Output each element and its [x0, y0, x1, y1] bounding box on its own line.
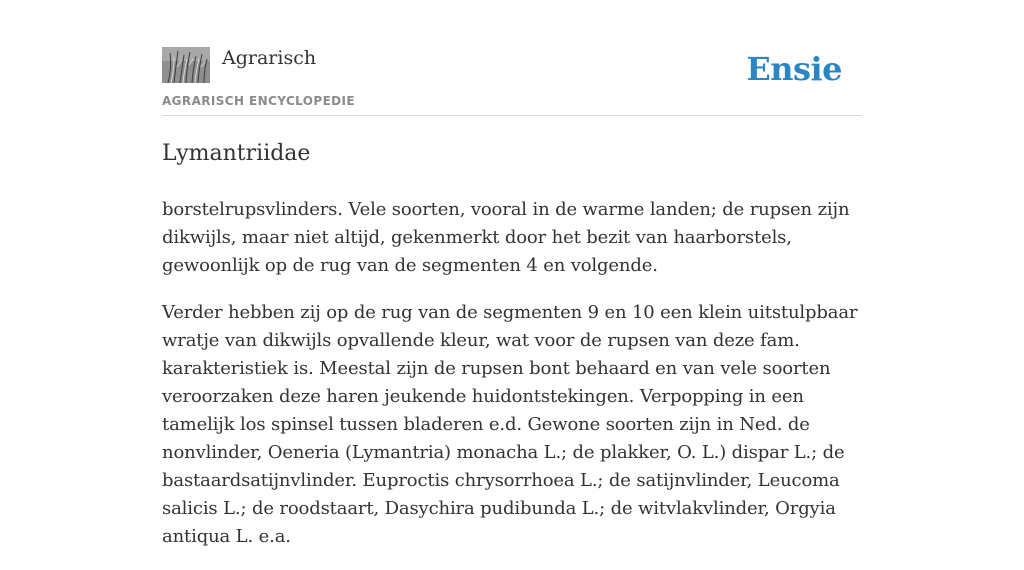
- site-subtitle: AGRARISCH ENCYCLOPEDIE: [162, 94, 355, 108]
- article: [162, 138, 872, 570]
- article-title: Lymantriidae: [162, 141, 311, 166]
- ensie-brand-link[interactable]: Ensie: [746, 50, 842, 88]
- article-paragraph: Verder hebben zij op de rug van de segmenten 9 en 10 een klein uitstulpbaar wratje van dikwijls opvallende kleur, wat voor de rupsen van deze fam. karakteristiek is. Meestal zijn de rupsen bont behaard en van vele soorten veroorzaken deze haren jeukende huidontstekingen. Verpopping in een tamelijk los spinsel tussen bladeren e.d. Gewone soorten zijn in Ned. de nonvlinder, Oeneria (Lymantria) monacha L.; de plakker, O. L.) dispar L.; de bastaardsatijnvlinder. Euproctis chrysorrhoea L.; de satijnvlinder, Leucoma salicis L.; de roodstaart, Dasychira pudibunda L.; de witvlakvlinder, Orgyia antiqua L. e.a.: [162, 302, 858, 547]
- wheat-logo-icon[interactable]: [162, 47, 210, 83]
- article-paragraph: borstelrupsvlinders. Vele soorten, vooral in de warme landen; de rupsen zijn dikwijls, maar niet altijd, gekenmerkt door het bezit van haarborstels, gewoonlijk op de rug van de segmenten 4 en volgende.: [162, 199, 850, 276]
- site-header: [162, 44, 862, 116]
- site-name[interactable]: Agrarisch: [222, 47, 317, 69]
